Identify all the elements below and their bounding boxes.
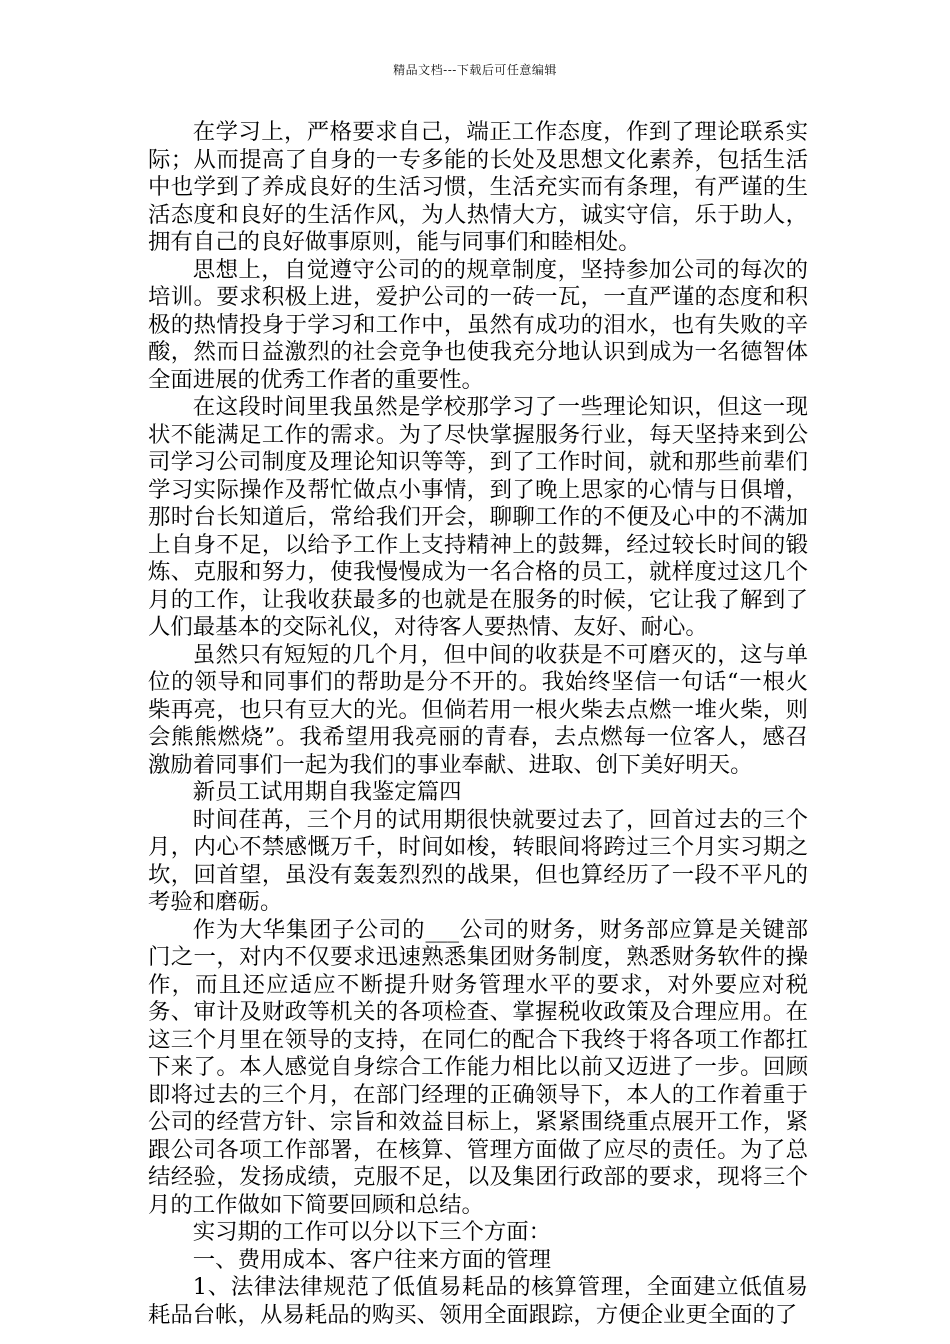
paragraph: 1、法律法律规范了低值易耗品的核算管理，全面建立低值易耗品台帐，从易耗品的购买、领用全面跟踪，方便企业更全面的了	[148, 1274, 808, 1328]
page-header: 精品文档---下载后可任意编辑	[393, 63, 557, 77]
paragraph: 虽然只有短短的几个月，但中间的收获是不可磨灭的，这与单位的领导和同事们的帮助是分不开的。我始终坚信一句话“一根火柴再亮，也只有豆大的光。但倘若用一根火柴去点燃一堆火柴，则会熊熊燃烧”。我希望用我亮丽的青春，去点燃每一位客人，感召激励着同事们一起为我们的事业奉献、进取、创下美好明天。	[148, 641, 808, 778]
document-body	[148, 119, 808, 1329]
section-heading: 新员工试用期自我鉴定篇四	[192, 779, 462, 805]
subsection-heading: 一、费用成本、客户往来方面的管理	[192, 1246, 552, 1273]
paragraph: 在这段时间里我虽然是学校那学习了一些理论知识，但这一现状不能满足工作的需求。为了尽快掌握服务行业，每天坚持来到公司学习公司制度及理论知识等等，到了工作时间，就和那些前辈们学习实际操作及帮忙做点小事情，到了晚上思家的心情与日俱增，那时台长知道后，常给我们开会，聊聊工作的不便及心中的不满加上自身不足，以给予工作上支持精神上的鼓舞，经过较长时间的锻炼、克服和努力，使我慢慢成为一名合格的员工，就样度过这几个月的工作，让我收获最多的也就是在服务的时候，它让我了解到了人们最基本的交际礼仪，对待客人要热情、友好、耐心。	[148, 394, 808, 640]
paragraph: 在学习上，严格要求自己，端正工作态度，作到了理论联系实际；从而提高了自身的一专多能的长处及思想文化素养，包括生活中也学到了养成良好的生活习惯，生活充实而有条理，有严谨的生活态度和良好的生活作风，为人热情大方，诚实守信，乐于助人，拥有自己的良好做事原则，能与同事们和睦相处。	[148, 119, 808, 255]
paragraph: 实习期的工作可以分以下三个方面：	[192, 1219, 552, 1245]
paragraph: 思想上，自觉遵守公司的的规章制度，坚持参加公司的每次的培训。要求积极上进，爱护公司的一砖一瓦，一直严谨的态度和积极的热情投身于学习和工作中，虽然有成功的泪水，也有失败的辛酸，然而日益激烈的社会竞争也使我充分地认识到成为一名德智体全面进展的优秀工作者的重要性。	[148, 256, 808, 393]
paragraph: 作为大华集团子公司的___公司的财务，财务部应算是关键部门之一，对内不仅要求迅速熟悉集团财务制度，熟悉财务软件的操作，而且还应适应不断提升财务管理水平的要求，对外要应对税务、审计及财政等机关的各项检查、掌握税收政策及合理应用。在这三个月里在领导的支持，在同仁的配合下我终于将各项工作都扛下来了。本人感觉自身综合工作能力相比以前又迈进了一步。回顾即将过去的三个月，在部门经理的正确领导下，本人的工作着重于公司的经营方针、宗旨和效益目标上，紧紧围绕重点展开工作，紧跟公司各项工作部署，在核算、管理方面做了应尽的责任。为了总结经验，发扬成绩，克服不足，以及集团行政部的要求，现将三个月的工作做如下简要回顾和总结。	[148, 916, 808, 1218]
paragraph: 时间荏苒，三个月的试用期很快就要过去了，回首过去的三个月，内心不禁感慨万千，时间如梭，转眼间将跨过三个月实习期之坎，回首望，虽没有轰轰烈烈的战果，但也算经历了一段不平凡的考验和磨砺。	[148, 806, 808, 915]
